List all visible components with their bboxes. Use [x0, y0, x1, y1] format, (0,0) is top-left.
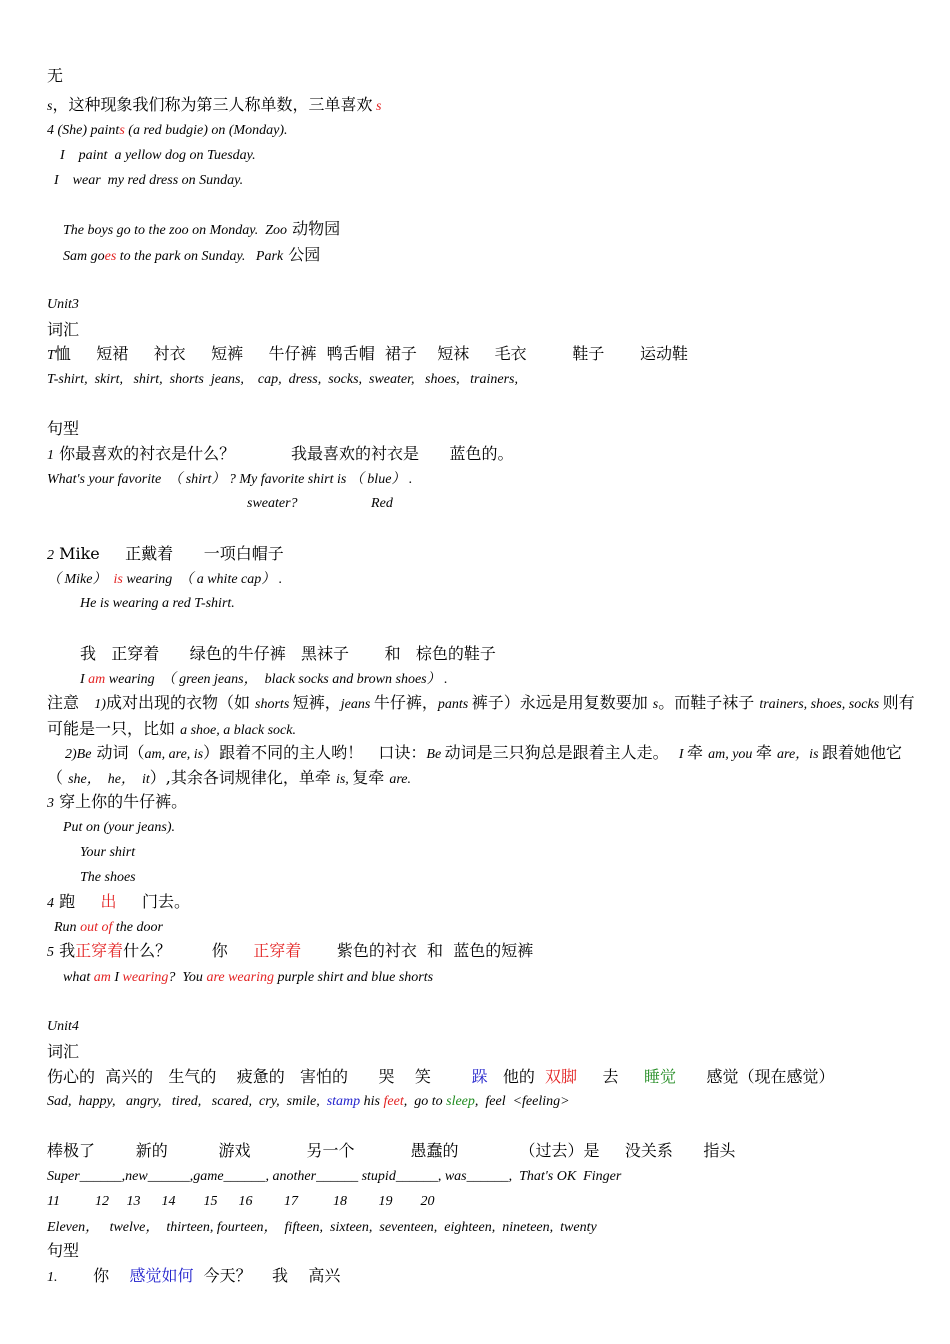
text-segment: wearing （ green jeans， black socks and brown shoes） .	[105, 672, 448, 687]
text-segment: I wear my red dress on Sunday.	[54, 173, 244, 188]
text-line	[80, 671, 448, 687]
text-segment: 句型	[47, 1241, 80, 1260]
text-line	[80, 869, 136, 885]
text-line	[47, 1243, 79, 1260]
text-line	[63, 969, 433, 985]
text-line	[47, 571, 282, 587]
text-segment: 成对出现的衣物（如	[105, 693, 256, 712]
text-segment: Put on (your jeans).	[63, 820, 175, 835]
text-segment: He is wearing a red T-shirt.	[80, 596, 235, 611]
text-line	[47, 1268, 340, 1285]
text-segment: 2)Be	[65, 747, 92, 762]
text-segment: wearing （ a white cap） .	[122, 572, 283, 587]
text-line	[47, 1168, 621, 1184]
text-segment: jeans	[340, 697, 374, 712]
text-segment: 词汇	[47, 1042, 80, 1061]
text-segment: 你最喜欢的衬衣是什么？ 我最喜欢的衬衣是 蓝色的。	[54, 444, 514, 463]
text-line	[47, 695, 915, 712]
text-segment: What's your favorite （ shirt） ? My favorite shirt is （ blue） .	[47, 472, 413, 487]
highlighted-text: 感觉如何	[129, 1266, 194, 1285]
text-line	[47, 1143, 735, 1160]
highlighted-text: feet	[383, 1094, 404, 1109]
text-segment: 词汇	[47, 320, 80, 339]
highlighted-text: sleep	[446, 1094, 475, 1109]
text-line	[47, 794, 187, 811]
text-segment: (a red budgie) on (Monday).	[124, 123, 288, 138]
text-line	[63, 819, 175, 835]
text-segment: 牵	[687, 743, 709, 762]
text-segment: T-shirt, skirt, shirt, shorts jeans, cap, dress, socks, sweater, shoes, trainers,	[47, 372, 518, 387]
text-segment: 句型	[47, 419, 80, 438]
highlighted-text: wearing	[122, 970, 169, 985]
text-segment: T	[47, 348, 55, 363]
text-line	[47, 1044, 79, 1061]
text-segment: 牛仔裤，	[373, 693, 438, 712]
text-segment: am, are, is	[144, 747, 204, 762]
text-segment: I	[678, 747, 688, 762]
text-line	[80, 646, 496, 663]
text-segment: 今天？ 我 高兴	[193, 1266, 341, 1285]
text-segment: Eleven， twelve， thirteen, fourteen， fifteen, sixteen, seventeen, eighteen, nineteen, twenty	[47, 1220, 597, 1235]
text-segment: 穿上你的牛仔裤。	[54, 792, 188, 811]
text-segment: 公园	[283, 245, 321, 264]
text-segment: Unit4	[47, 1019, 79, 1034]
highlighted-text: 正穿着	[75, 941, 124, 960]
text-line	[47, 721, 296, 738]
text-segment: 3	[47, 796, 54, 811]
highlighted-text: is	[113, 572, 123, 587]
text-segment: ，这种现象我们称为第三人称单数，三单喜欢	[52, 95, 373, 114]
text-line	[47, 122, 288, 138]
text-segment: The boys go to the zoo on Monday. Zoo	[63, 223, 287, 238]
text-segment: s	[652, 697, 659, 712]
text-segment: Super______,new______,game______, another______ stupid______, was______, That's OK Finger	[47, 1169, 622, 1184]
text-segment: ? You	[168, 970, 207, 985]
text-segment: 。而鞋子袜子	[658, 693, 760, 712]
text-segment: purple shirt and blue shorts	[273, 970, 434, 985]
text-segment: 棒极了 新的 游戏 另一个 愚蠢的 （过去）是 没关系 指头	[47, 1141, 736, 1160]
text-segment: I paint a yellow dog on Tuesday.	[60, 148, 256, 163]
text-segment: Run	[54, 920, 81, 935]
text-line	[47, 346, 688, 363]
text-line	[47, 421, 79, 438]
text-segment: the door	[112, 920, 163, 935]
text-segment: 紫色的衬衣 和 蓝色的短裤	[301, 941, 534, 960]
text-segment: 4	[47, 896, 54, 911]
text-line	[47, 1193, 434, 1209]
text-line	[54, 172, 243, 188]
text-segment: 伤心的 高兴的 生气的 疲惫的 害怕的 哭 笑	[47, 1067, 472, 1086]
text-segment: shorts	[255, 697, 293, 712]
text-line	[47, 371, 518, 387]
text-segment: am, you	[708, 747, 756, 762]
text-segment: are.	[389, 772, 412, 787]
text-line	[47, 894, 190, 911]
highlighted-text: 正穿着	[253, 941, 302, 960]
text-segment: Be	[426, 747, 445, 762]
text-segment: 动词是三只狗总是跟着主人走。	[444, 743, 679, 762]
text-line	[80, 844, 135, 860]
text-segment: 无	[47, 66, 64, 85]
text-segment: 你	[57, 1266, 130, 1285]
text-segment: his	[360, 1094, 384, 1109]
text-line	[47, 943, 533, 960]
highlighted-text: stamp	[326, 1094, 361, 1109]
text-segment: a shoe, a black sock.	[180, 723, 296, 738]
text-segment: I	[110, 970, 123, 985]
text-segment: s	[47, 99, 53, 114]
text-line	[47, 1069, 834, 1086]
text-line	[247, 495, 393, 511]
highlighted-text: s	[372, 99, 382, 114]
highlighted-text: 睡觉	[643, 1067, 676, 1086]
text-segment: 我	[54, 941, 76, 960]
text-segment: 跟着她他它	[822, 743, 903, 762]
text-line	[60, 147, 256, 163]
text-segment: Unit3	[47, 297, 79, 312]
text-segment: 感觉（现在感觉）	[675, 1067, 835, 1086]
text-segment: Sad, happy, angry, tired, scared, cry, smile,	[47, 1094, 327, 1109]
text-segment: 短裤，	[292, 693, 341, 712]
text-segment: （ Mike）	[47, 572, 114, 587]
text-line	[47, 1219, 597, 1235]
text-segment: 复牵	[352, 768, 390, 787]
text-line	[65, 745, 902, 762]
text-segment: ）跟着不同的主人哟！ 口诀：	[203, 743, 427, 762]
text-segment: are，is	[777, 747, 823, 762]
text-segment: 2	[47, 548, 54, 563]
text-segment: trainers, shoes, socks	[759, 697, 883, 712]
text-segment: The shoes	[80, 870, 136, 885]
highlighted-text: am	[93, 970, 111, 985]
text-segment: 5	[47, 945, 54, 960]
text-segment: to the park on Sunday. Park	[116, 249, 284, 264]
text-segment: , feel <feeling>	[474, 1094, 570, 1109]
highlighted-text: 出	[100, 892, 117, 911]
text-line	[47, 1093, 570, 1109]
text-line	[47, 322, 79, 339]
text-line	[47, 471, 412, 487]
highlighted-text: are wearing	[206, 970, 274, 985]
text-segment: Mike 正戴着 一项白帽子	[54, 544, 284, 563]
highlighted-text: am	[88, 672, 106, 687]
text-segment: 去	[577, 1067, 644, 1086]
text-segment: 恤 短裙 衬衣 短裤 牛仔裤 鸭舌帽 裙子 短袜 毛衣 鞋子 运动鞋	[54, 344, 689, 363]
text-segment: 跑	[54, 892, 101, 911]
text-segment: 则有	[882, 693, 915, 712]
highlighted-text: 跺	[471, 1067, 488, 1086]
text-line	[47, 770, 411, 787]
text-segment: , go to	[403, 1094, 447, 1109]
text-line	[80, 595, 235, 611]
text-segment: ）,其余各词规律化，单牵	[149, 768, 336, 787]
text-segment: is,	[335, 772, 353, 787]
text-line	[47, 446, 514, 463]
text-segment: 门去。	[116, 892, 190, 911]
text-segment: Your shirt	[80, 845, 136, 860]
text-line	[47, 546, 284, 563]
text-segment: 1	[47, 448, 54, 463]
text-segment: 4 (She) paint	[47, 123, 120, 138]
text-segment: 可能是一只，比如	[47, 719, 181, 738]
highlighted-text: s	[119, 123, 125, 138]
text-segment: 他的	[487, 1067, 546, 1086]
text-segment: （	[47, 768, 69, 787]
text-segment: 我 正穿着 绿色的牛仔裤 黑袜子 和 棕色的鞋子	[80, 644, 496, 663]
text-segment: what	[63, 970, 94, 985]
text-line	[54, 919, 163, 935]
text-segment: 动词（	[91, 743, 145, 762]
text-segment: sweater? Red	[247, 496, 393, 511]
text-line	[63, 247, 320, 264]
text-segment: she， he， it	[68, 772, 150, 787]
text-segment: I	[80, 672, 89, 687]
text-segment: 注意	[47, 693, 95, 712]
highlighted-text: out of	[80, 920, 113, 935]
text-segment: 什么？ 你	[123, 941, 254, 960]
text-segment: Sam go	[63, 249, 105, 264]
text-line	[63, 221, 340, 238]
text-segment: 裤子）永远是用复数要加	[471, 693, 653, 712]
text-line	[47, 68, 63, 85]
section-heading-unit3	[47, 296, 79, 312]
text-segment: 1)	[94, 697, 106, 712]
text-segment: 1.	[47, 1270, 58, 1285]
text-line	[47, 97, 381, 114]
text-segment: 动物园	[287, 219, 341, 238]
section-heading-unit4	[47, 1018, 79, 1034]
text-segment: pants	[437, 697, 472, 712]
highlighted-text: 双脚	[545, 1067, 578, 1086]
text-segment: 牵	[755, 743, 778, 762]
highlighted-text: es	[104, 249, 117, 264]
text-segment: 11 12 13 14 15 16 17 18 19 20	[47, 1194, 435, 1209]
